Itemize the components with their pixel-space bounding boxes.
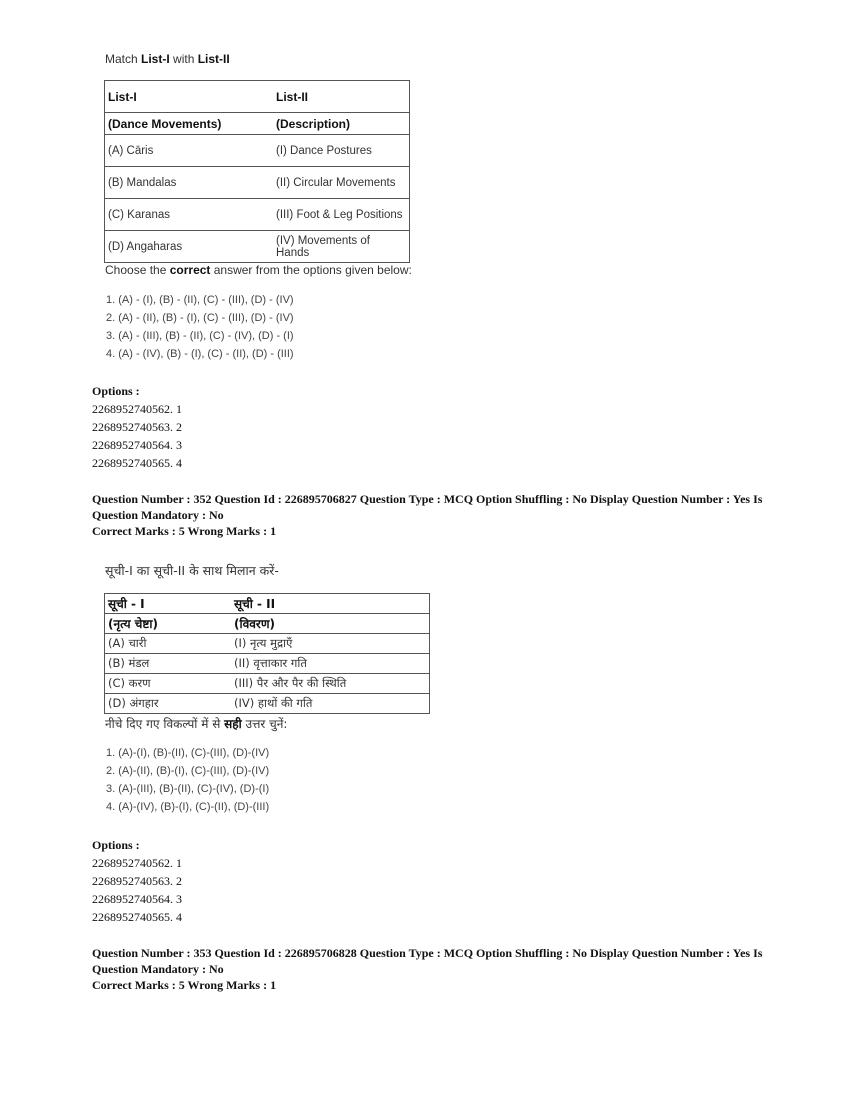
- option-item: 2268952740562. 1: [92, 856, 182, 870]
- table-cell: (III) पैर और पैर की स्थिति: [231, 674, 430, 694]
- table-cell: (I) नृत्य मुद्राएँ: [231, 634, 430, 654]
- answer-choice: 1. (A)-(I), (B)-(II), (C)-(III), (D)-(IV): [106, 747, 270, 759]
- table-subheader-list1: (नृत्य चेष्टा): [105, 614, 232, 634]
- table-cell: (IV) हाथों की गति: [231, 694, 430, 714]
- option-item: 2268952740564. 3: [92, 892, 182, 906]
- option-item: 2268952740565. 4: [92, 910, 182, 924]
- option-item: 2268952740564. 3: [92, 438, 182, 452]
- options-heading: Options :: [92, 384, 140, 398]
- table-cell: (IV) Movements of Hands: [273, 231, 410, 263]
- table-cell: (B) मंडल: [105, 654, 232, 674]
- answer-list: [106, 291, 294, 363]
- answer-list: [106, 744, 269, 816]
- choose-instruction-hindi: नीचे दिए गए विकल्पों में से सही उत्तर चुनें:: [105, 717, 288, 731]
- table-cell: (A) Cāris: [105, 135, 274, 167]
- options-heading: Options :: [92, 838, 140, 852]
- table-cell: (B) Mandalas: [105, 167, 274, 199]
- table-cell: (D) Angaharas: [105, 231, 274, 263]
- table-header-list2: List-II: [273, 81, 410, 113]
- answer-choice: 3. (A) - (III), (B) - (II), (C) - (IV), (D) - (I): [106, 330, 294, 342]
- answer-choice: 2. (A)-(II), (B)-(I), (C)-(III), (D)-(IV): [106, 765, 270, 777]
- table-header-list1: सूची - I: [105, 594, 232, 614]
- table-header-list1: List-I: [105, 81, 274, 113]
- match-table-hindi: [104, 593, 430, 714]
- question-meta-352: [92, 491, 772, 539]
- answer-choice: 4. (A)-(IV), (B)-(I), (C)-(II), (D)-(III): [106, 801, 270, 813]
- option-item: 2268952740563. 2: [92, 874, 182, 888]
- table-cell: (III) Foot & Leg Positions: [273, 199, 410, 231]
- answer-choice: 3. (A)-(III), (B)-(II), (C)-(IV), (D)-(I): [106, 783, 270, 795]
- question-intro-hindi: सूची-I का सूची-II के साथ मिलान करें-: [105, 563, 279, 578]
- table-cell: (I) Dance Postures: [273, 135, 410, 167]
- table-cell: (C) करण: [105, 674, 232, 694]
- table-cell: (II) Circular Movements: [273, 167, 410, 199]
- option-item: 2268952740563. 2: [92, 420, 182, 434]
- answer-choice: 1. (A) - (I), (B) - (II), (C) - (III), (D) - (IV): [106, 294, 294, 306]
- table-cell: (C) Karanas: [105, 199, 274, 231]
- options-block: [92, 836, 182, 926]
- table-subheader-list1: (Dance Movements): [105, 113, 274, 135]
- marks-line: Correct Marks : 5 Wrong Marks : 1: [92, 524, 277, 538]
- marks-line: Correct Marks : 5 Wrong Marks : 1: [92, 978, 277, 992]
- match-table: [104, 80, 410, 263]
- question-header: Question Number : 352 Question Id : 226895706827 Question Type : MCQ Option Shuffling : No Display Question Number : Yes Is Question Mandatory : No: [92, 492, 763, 522]
- table-cell: (A) चारी: [105, 634, 232, 654]
- table-subheader-list2: (विवरण): [231, 614, 430, 634]
- option-item: 2268952740565. 4: [92, 456, 182, 470]
- answer-choice: 2. (A) - (II), (B) - (I), (C) - (III), (D) - (IV): [106, 312, 294, 324]
- options-block: [92, 382, 182, 472]
- table-cell: (D) अंगहार: [105, 694, 232, 714]
- question-meta-353: [92, 945, 772, 993]
- table-cell: (II) वृत्ताकार गति: [231, 654, 430, 674]
- answer-choice: 4. (A) - (IV), (B) - (I), (C) - (II), (D) - (III): [106, 348, 294, 360]
- question-intro: Match List-I with List-II: [105, 52, 230, 66]
- table-subheader-list2: (Description): [273, 113, 410, 135]
- option-item: 2268952740562. 1: [92, 402, 182, 416]
- question-header: Question Number : 353 Question Id : 226895706828 Question Type : MCQ Option Shuffling : No Display Question Number : Yes Is Question Mandatory : No: [92, 946, 763, 976]
- choose-instruction: Choose the correct answer from the options given below:: [105, 263, 412, 277]
- table-header-list2: सूची - II: [231, 594, 430, 614]
